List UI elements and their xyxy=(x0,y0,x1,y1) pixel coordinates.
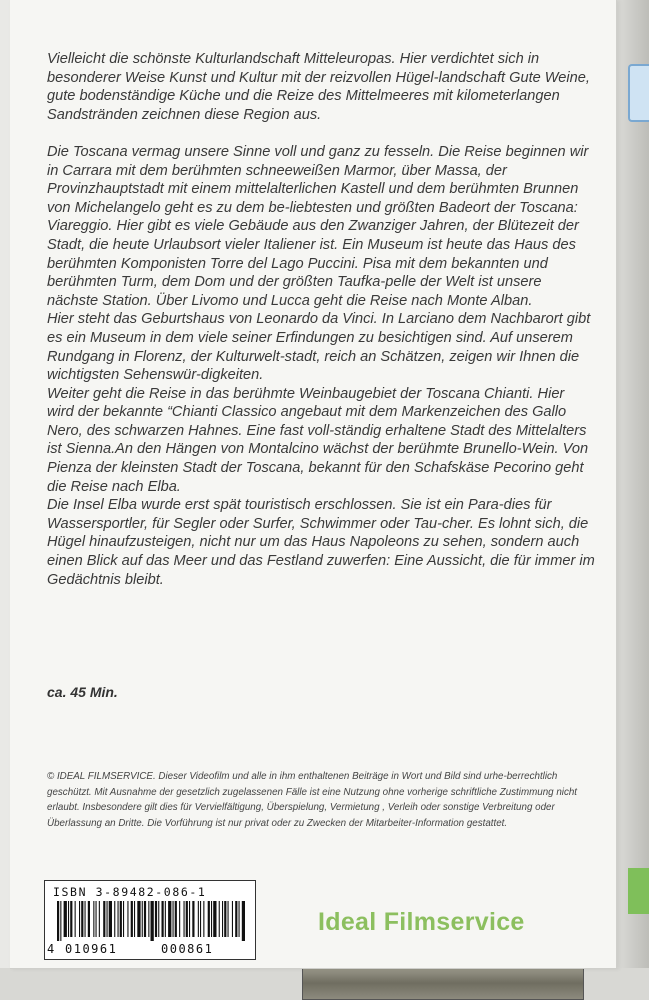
ean-first-digit: 4 xyxy=(47,942,55,956)
barcode-bar xyxy=(175,901,177,937)
ean-right-digits: 000861 xyxy=(161,942,214,956)
barcode-bar xyxy=(64,901,67,937)
runtime-label: ca. 45 Min. xyxy=(47,684,118,700)
isbn-text: ISBN 3-89482-086-1 xyxy=(53,885,207,899)
barcode-bar xyxy=(239,901,240,937)
barcode-bar xyxy=(219,901,220,937)
barcode-bar xyxy=(179,901,180,937)
barcode-bar xyxy=(88,901,90,937)
barcode-bar xyxy=(131,901,133,937)
barcode-bar xyxy=(114,901,115,937)
barcode-bar xyxy=(165,901,166,937)
tape-window xyxy=(302,966,584,1000)
barcode-bar xyxy=(93,901,94,937)
barcode-bar xyxy=(68,901,69,937)
barcode-bar xyxy=(200,901,201,937)
barcode-bar xyxy=(103,901,105,937)
barcode-bar xyxy=(184,901,185,937)
copyright-notice: © IDEAL FILMSERVICE. Dieser Videofilm und alle in ihm enthaltenen Beiträge in Wort und Bild sind urhe-berrechtlich geschützt. Mit Ausnahme der gesetzlich zugelassenen Fälle ist eine Nutzung ohne vorherige schriftliche Zustimmung nicht erlaubt. Insbesondere gilt dies für Vervielfältigung, Überspielung, Vermietung , Verleih oder sonstige Verbreitung oder Überlassung an Dritte. Die Vorführung ist nur privat oder zu Zwecken der Mitarbeiter-Information gestattet. xyxy=(47,771,578,829)
barcode-bar xyxy=(85,901,86,937)
barcode-bar xyxy=(99,901,100,937)
paragraph-elba: Die Insel Elba wurde erst spät touristisch erschlossen. Sie ist ein Para-dies für Wassersportler, für Segler oder Surfer, Schwimmer oder Tau-cher. Es lohnt sich, die Hügel hinaufzusteigen, nicht nur um das Haus Napoleons zu sehen, sondern auch einen Blick auf das Meer und das Festland zuwerfen: Eine Aussicht, die für immer im Gedächtnis bleibt. xyxy=(47,497,595,588)
barcode-bar xyxy=(211,901,212,937)
barcode-bar xyxy=(151,901,154,941)
barcode-bar xyxy=(242,901,245,941)
spine-green-label xyxy=(628,868,649,914)
barcode-bars xyxy=(57,901,245,941)
barcode-bar xyxy=(137,901,140,937)
barcode-bar xyxy=(118,901,119,937)
barcode-bar xyxy=(222,901,223,937)
description-text xyxy=(47,50,595,589)
barcode-bar xyxy=(158,901,159,937)
barcode-bar xyxy=(173,901,174,937)
barcode-bar xyxy=(123,901,124,937)
barcode-bar xyxy=(75,901,76,937)
barcode-bar xyxy=(189,901,190,937)
barcode-bar xyxy=(208,901,210,937)
barcode-bar xyxy=(162,901,164,937)
barcode-bar xyxy=(203,901,204,937)
barcode-bar xyxy=(213,901,216,937)
barcode-bar xyxy=(120,901,122,937)
ean-left-digits: 010961 xyxy=(65,942,118,956)
barcode-bar xyxy=(109,901,112,937)
barcode-bar xyxy=(96,901,97,937)
barcode-label xyxy=(44,880,256,960)
barcode-bar xyxy=(168,901,171,937)
barcode-bar xyxy=(81,901,83,937)
paragraph-leonardo: Hier steht das Geburtshaus von Leonardo da Vinci. In Larciano dem Nachbarort gibt es ein Museum in dem viele seiner Erfindungen zu besichtigen sind. Auf unserem Rundgang in Florenz, der Kulturwelt-stadt, reich an Schätzen, zeigen wir Ihnen die wichtigsten Sehenswür-digkeiten. xyxy=(47,311,591,384)
barcode-bar xyxy=(57,901,59,941)
barcode-bar xyxy=(70,901,72,937)
barcode-bar xyxy=(192,901,194,937)
barcode-bar xyxy=(228,901,229,937)
barcode-bar xyxy=(79,901,80,937)
barcode-bar xyxy=(198,901,199,937)
barcode-bar xyxy=(224,901,226,937)
barcode-bar xyxy=(142,901,143,937)
barcode-bar xyxy=(60,901,61,941)
barcode-bar xyxy=(107,901,108,937)
barcode-bar xyxy=(232,901,233,937)
spine-blue-label xyxy=(628,64,649,122)
barcode-bar xyxy=(127,901,128,937)
barcode-bar xyxy=(235,901,237,937)
barcode-bar xyxy=(144,901,146,937)
barcode-bar xyxy=(148,901,149,937)
intro-paragraph: Vielleicht die schönste Kulturlandschaft Mitteleuropas. Hier verdichtet sich in besonderer Weise Kunst und Kultur mit der reizvollen Hügel-landschaft Gute Weine, gute bodenständige Küche und die Reize des Mittelmeeres mit kilometerlangen Sandstränden zeichnen diese Region aus. xyxy=(47,51,590,123)
brand-name: Ideal Filmservice xyxy=(318,908,525,936)
paragraph-chianti: Weiter geht die Reise in das berühmte Weinbaugebiet der Toscana Chianti. Hier wird der bekannte “Chianti Classico angebaut mit dem Markenzeichen des Gallo Nero, des schwarzen Hahnes. Eine fast voll-ständig erhaltene Stadt des Mittelalters ist Sienna.An den Hängen von Montalcino wächst der berühmte Brunello-Wein. Von Pienza der kleinsten Stadt der Toscana, bekannt für den Schafskäse Pecorino geht die Reise nach Elba. xyxy=(47,385,589,495)
barcode-bar xyxy=(186,901,188,937)
case-spine-edge xyxy=(616,0,649,1000)
paragraph-toscana: Die Toscana vermag unsere Sinne voll und ganz zu fesseln. Die Reise beginnen wir in Carrara mit dem berühmten schneeweißen Marmor, über Massa, der Provinzhauptstadt mit einem mittelalterlichen Kastell und dem berühmten Brunnen von Michelangelo geht es zu dem be-liebtesten und größten Badeort der Toscana: Viareggio. Hier gibt es viele Gebäude aus den Zwanziger Jahren, der Blütezeit der Stadt, die heute Urlaubsort vieler Italiener ist. Ein Museum ist heute das Haus des berühmten Komponisten Torre del Lago Puccini. Pisa mit dem bekannten und berühmten Turm, dem Dom und der größten Taufka-pelle der Welt ist unsere nächste Station. Über Livomo und Lucca geht die Reise nach Monte Alban. xyxy=(47,143,589,309)
barcode-bar xyxy=(155,901,157,937)
barcode-bar xyxy=(134,901,135,937)
